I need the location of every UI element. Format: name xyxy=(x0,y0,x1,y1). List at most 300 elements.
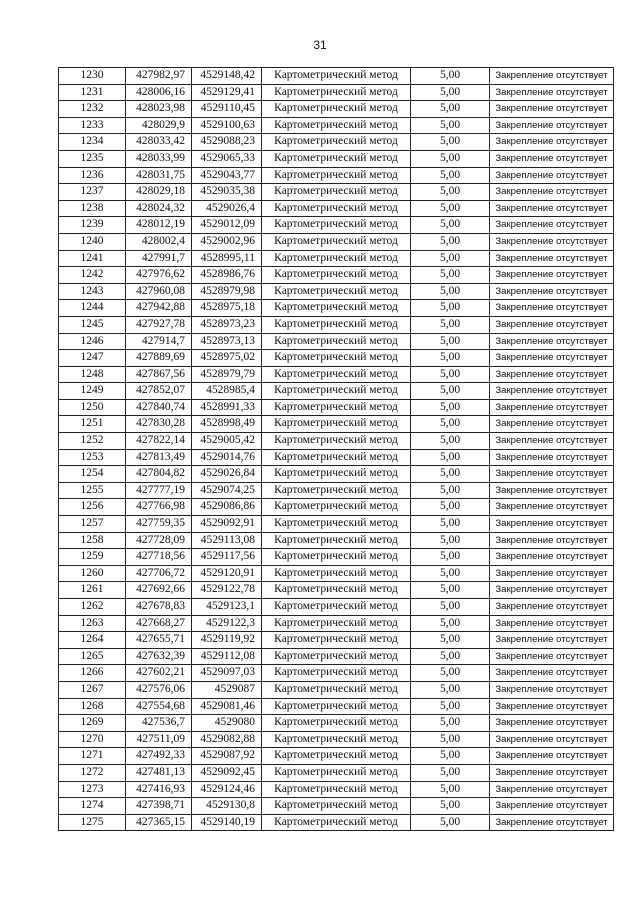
table-row xyxy=(59,549,614,566)
method-cell: Картометрический метод xyxy=(262,499,411,516)
precision-cell: 5,00 xyxy=(411,350,490,367)
point-number-cell: 1255 xyxy=(59,482,126,499)
method-cell: Картометрический метод xyxy=(262,731,411,748)
x-coordinate-cell: 427632,39 xyxy=(126,648,192,665)
point-number-cell: 1261 xyxy=(59,582,126,599)
method-cell: Картометрический метод xyxy=(262,350,411,367)
fixation-note-cell: Закрепление отсутствует xyxy=(490,167,614,184)
precision-cell: 5,00 xyxy=(411,599,490,616)
table-row xyxy=(59,167,614,184)
table-row xyxy=(59,449,614,466)
fixation-note-cell: Закрепление отсутствует xyxy=(490,599,614,616)
precision-cell: 5,00 xyxy=(411,167,490,184)
y-coordinate-cell: 4529092,91 xyxy=(192,516,262,533)
precision-cell: 5,00 xyxy=(411,366,490,383)
method-cell: Картометрический метод xyxy=(262,134,411,151)
fixation-note-cell: Закрепление отсутствует xyxy=(490,200,614,217)
y-coordinate-cell: 4529026,84 xyxy=(192,466,262,483)
x-coordinate-cell: 427982,97 xyxy=(126,68,192,85)
x-coordinate-cell: 427927,78 xyxy=(126,316,192,333)
precision-cell: 5,00 xyxy=(411,416,490,433)
x-coordinate-cell: 427655,71 xyxy=(126,632,192,649)
point-number-cell: 1247 xyxy=(59,350,126,367)
table-row xyxy=(59,316,614,333)
table-row xyxy=(59,433,614,450)
x-coordinate-cell: 427942,88 xyxy=(126,300,192,317)
y-coordinate-cell: 4529087 xyxy=(192,681,262,698)
precision-cell: 5,00 xyxy=(411,117,490,134)
method-cell: Картометрический метод xyxy=(262,516,411,533)
point-number-cell: 1259 xyxy=(59,549,126,566)
point-number-cell: 1254 xyxy=(59,466,126,483)
precision-cell: 5,00 xyxy=(411,433,490,450)
method-cell: Картометрический метод xyxy=(262,532,411,549)
x-coordinate-cell: 428029,18 xyxy=(126,184,192,201)
x-coordinate-cell: 427398,71 xyxy=(126,798,192,815)
fixation-note-cell: Закрепление отсутствует xyxy=(490,814,614,831)
fixation-note-cell: Закрепление отсутствует xyxy=(490,565,614,582)
y-coordinate-cell: 4529124,46 xyxy=(192,781,262,798)
fixation-note-cell: Закрепление отсутствует xyxy=(490,582,614,599)
precision-cell: 5,00 xyxy=(411,798,490,815)
table-row xyxy=(59,499,614,516)
method-cell: Картометрический метод xyxy=(262,217,411,234)
table-row xyxy=(59,300,614,317)
y-coordinate-cell: 4529122,3 xyxy=(192,615,262,632)
x-coordinate-cell: 427492,33 xyxy=(126,748,192,765)
fixation-note-cell: Закрепление отсутствует xyxy=(490,466,614,483)
method-cell: Картометрический метод xyxy=(262,167,411,184)
point-number-cell: 1274 xyxy=(59,798,126,815)
table-row xyxy=(59,200,614,217)
point-number-cell: 1241 xyxy=(59,250,126,267)
y-coordinate-cell: 4529129,41 xyxy=(192,84,262,101)
method-cell: Картометрический метод xyxy=(262,233,411,250)
x-coordinate-cell: 428024,32 xyxy=(126,200,192,217)
page-number: 31 xyxy=(313,38,327,52)
y-coordinate-cell: 4529092,45 xyxy=(192,764,262,781)
x-coordinate-cell: 428031,75 xyxy=(126,167,192,184)
y-coordinate-cell: 4528973,23 xyxy=(192,316,262,333)
y-coordinate-cell: 4529080 xyxy=(192,715,262,732)
table-row xyxy=(59,532,614,549)
fixation-note-cell: Закрепление отсутствует xyxy=(490,482,614,499)
precision-cell: 5,00 xyxy=(411,300,490,317)
y-coordinate-cell: 4528998,49 xyxy=(192,416,262,433)
table-row xyxy=(59,399,614,416)
method-cell: Картометрический метод xyxy=(262,632,411,649)
table-row xyxy=(59,101,614,118)
table-row xyxy=(59,366,614,383)
x-coordinate-cell: 427678,83 xyxy=(126,599,192,616)
point-number-cell: 1230 xyxy=(59,68,126,85)
y-coordinate-cell: 4529014,76 xyxy=(192,449,262,466)
fixation-note-cell: Закрепление отсутствует xyxy=(490,764,614,781)
precision-cell: 5,00 xyxy=(411,466,490,483)
table-row xyxy=(59,764,614,781)
table-row xyxy=(59,582,614,599)
x-coordinate-cell: 428023,98 xyxy=(126,101,192,118)
fixation-note-cell: Закрепление отсутствует xyxy=(490,233,614,250)
fixation-note-cell: Закрепление отсутствует xyxy=(490,217,614,234)
fixation-note-cell: Закрепление отсутствует xyxy=(490,366,614,383)
y-coordinate-cell: 4529119,92 xyxy=(192,632,262,649)
method-cell: Картометрический метод xyxy=(262,715,411,732)
x-coordinate-cell: 428002,4 xyxy=(126,233,192,250)
table-row xyxy=(59,565,614,582)
table-row xyxy=(59,283,614,300)
fixation-note-cell: Закрепление отсутствует xyxy=(490,781,614,798)
y-coordinate-cell: 4529122,78 xyxy=(192,582,262,599)
precision-cell: 5,00 xyxy=(411,482,490,499)
fixation-note-cell: Закрепление отсутствует xyxy=(490,350,614,367)
x-coordinate-cell: 427766,98 xyxy=(126,499,192,516)
precision-cell: 5,00 xyxy=(411,333,490,350)
method-cell: Картометрический метод xyxy=(262,665,411,682)
fixation-note-cell: Закрепление отсутствует xyxy=(490,698,614,715)
table-row xyxy=(59,632,614,649)
y-coordinate-cell: 4529110,45 xyxy=(192,101,262,118)
y-coordinate-cell: 4529123,1 xyxy=(192,599,262,616)
x-coordinate-cell: 427830,28 xyxy=(126,416,192,433)
x-coordinate-cell: 428033,99 xyxy=(126,150,192,167)
point-number-cell: 1266 xyxy=(59,665,126,682)
y-coordinate-cell: 4529117,56 xyxy=(192,549,262,566)
table-row xyxy=(59,781,614,798)
y-coordinate-cell: 4529086,86 xyxy=(192,499,262,516)
point-number-cell: 1248 xyxy=(59,366,126,383)
method-cell: Картометрический метод xyxy=(262,798,411,815)
point-number-cell: 1231 xyxy=(59,84,126,101)
precision-cell: 5,00 xyxy=(411,781,490,798)
x-coordinate-cell: 428029,9 xyxy=(126,117,192,134)
fixation-note-cell: Закрепление отсутствует xyxy=(490,399,614,416)
y-coordinate-cell: 4528991,33 xyxy=(192,399,262,416)
fixation-note-cell: Закрепление отсутствует xyxy=(490,134,614,151)
precision-cell: 5,00 xyxy=(411,748,490,765)
fixation-note-cell: Закрепление отсутствует xyxy=(490,68,614,85)
precision-cell: 5,00 xyxy=(411,217,490,234)
precision-cell: 5,00 xyxy=(411,715,490,732)
point-number-cell: 1234 xyxy=(59,134,126,151)
fixation-note-cell: Закрепление отсутствует xyxy=(490,84,614,101)
fixation-note-cell: Закрепление отсутствует xyxy=(490,648,614,665)
fixation-note-cell: Закрепление отсутствует xyxy=(490,499,614,516)
point-number-cell: 1246 xyxy=(59,333,126,350)
point-number-cell: 1258 xyxy=(59,532,126,549)
y-coordinate-cell: 4529148,42 xyxy=(192,68,262,85)
precision-cell: 5,00 xyxy=(411,283,490,300)
x-coordinate-cell: 427822,14 xyxy=(126,433,192,450)
point-number-cell: 1252 xyxy=(59,433,126,450)
y-coordinate-cell: 4529088,23 xyxy=(192,134,262,151)
table-row xyxy=(59,731,614,748)
fixation-note-cell: Закрепление отсутствует xyxy=(490,748,614,765)
precision-cell: 5,00 xyxy=(411,184,490,201)
y-coordinate-cell: 4528975,02 xyxy=(192,350,262,367)
table-row xyxy=(59,648,614,665)
method-cell: Картометрический метод xyxy=(262,366,411,383)
method-cell: Картометрический метод xyxy=(262,184,411,201)
point-number-cell: 1262 xyxy=(59,599,126,616)
x-coordinate-cell: 427804,82 xyxy=(126,466,192,483)
method-cell: Картометрический метод xyxy=(262,565,411,582)
x-coordinate-cell: 428012,19 xyxy=(126,217,192,234)
point-number-cell: 1264 xyxy=(59,632,126,649)
point-number-cell: 1244 xyxy=(59,300,126,317)
x-coordinate-cell: 427481,13 xyxy=(126,764,192,781)
precision-cell: 5,00 xyxy=(411,383,490,400)
table-row xyxy=(59,748,614,765)
table-row xyxy=(59,117,614,134)
coordinates-table xyxy=(58,67,614,831)
method-cell: Картометрический метод xyxy=(262,582,411,599)
y-coordinate-cell: 4528973,13 xyxy=(192,333,262,350)
point-number-cell: 1239 xyxy=(59,217,126,234)
method-cell: Картометрический метод xyxy=(262,300,411,317)
method-cell: Картометрический метод xyxy=(262,482,411,499)
method-cell: Картометрический метод xyxy=(262,68,411,85)
fixation-note-cell: Закрепление отсутствует xyxy=(490,516,614,533)
table-row xyxy=(59,814,614,831)
x-coordinate-cell: 427536,7 xyxy=(126,715,192,732)
y-coordinate-cell: 4529100,63 xyxy=(192,117,262,134)
fixation-note-cell: Закрепление отсутствует xyxy=(490,549,614,566)
precision-cell: 5,00 xyxy=(411,250,490,267)
x-coordinate-cell: 428033,42 xyxy=(126,134,192,151)
coordinates-table-body xyxy=(59,68,614,831)
precision-cell: 5,00 xyxy=(411,84,490,101)
y-coordinate-cell: 4529002,96 xyxy=(192,233,262,250)
fixation-note-cell: Закрепление отсутствует xyxy=(490,300,614,317)
point-number-cell: 1237 xyxy=(59,184,126,201)
table-row xyxy=(59,68,614,85)
fixation-note-cell: Закрепление отсутствует xyxy=(490,632,614,649)
x-coordinate-cell: 427840,74 xyxy=(126,399,192,416)
method-cell: Картометрический метод xyxy=(262,814,411,831)
table-row xyxy=(59,150,614,167)
method-cell: Картометрический метод xyxy=(262,433,411,450)
table-row xyxy=(59,516,614,533)
y-coordinate-cell: 4529012,09 xyxy=(192,217,262,234)
method-cell: Картометрический метод xyxy=(262,150,411,167)
point-number-cell: 1267 xyxy=(59,681,126,698)
table-row xyxy=(59,134,614,151)
y-coordinate-cell: 4529026,4 xyxy=(192,200,262,217)
precision-cell: 5,00 xyxy=(411,648,490,665)
method-cell: Картометрический метод xyxy=(262,117,411,134)
table-row xyxy=(59,665,614,682)
point-number-cell: 1271 xyxy=(59,748,126,765)
point-number-cell: 1250 xyxy=(59,399,126,416)
x-coordinate-cell: 427602,21 xyxy=(126,665,192,682)
precision-cell: 5,00 xyxy=(411,565,490,582)
precision-cell: 5,00 xyxy=(411,615,490,632)
y-coordinate-cell: 4529035,38 xyxy=(192,184,262,201)
table-row xyxy=(59,267,614,284)
x-coordinate-cell: 427511,09 xyxy=(126,731,192,748)
y-coordinate-cell: 4529140,19 xyxy=(192,814,262,831)
precision-cell: 5,00 xyxy=(411,68,490,85)
table-row xyxy=(59,482,614,499)
precision-cell: 5,00 xyxy=(411,399,490,416)
x-coordinate-cell: 427365,15 xyxy=(126,814,192,831)
method-cell: Картометрический метод xyxy=(262,648,411,665)
y-coordinate-cell: 4529112,08 xyxy=(192,648,262,665)
table-row xyxy=(59,333,614,350)
fixation-note-cell: Закрепление отсутствует xyxy=(490,250,614,267)
table-row xyxy=(59,798,614,815)
method-cell: Картометрический метод xyxy=(262,333,411,350)
precision-cell: 5,00 xyxy=(411,233,490,250)
method-cell: Картометрический метод xyxy=(262,599,411,616)
table-row xyxy=(59,698,614,715)
method-cell: Картометрический метод xyxy=(262,267,411,284)
y-coordinate-cell: 4529130,8 xyxy=(192,798,262,815)
precision-cell: 5,00 xyxy=(411,582,490,599)
table-row xyxy=(59,615,614,632)
precision-cell: 5,00 xyxy=(411,449,490,466)
point-number-cell: 1251 xyxy=(59,416,126,433)
point-number-cell: 1272 xyxy=(59,764,126,781)
x-coordinate-cell: 427867,56 xyxy=(126,366,192,383)
precision-cell: 5,00 xyxy=(411,499,490,516)
fixation-note-cell: Закрепление отсутствует xyxy=(490,101,614,118)
fixation-note-cell: Закрепление отсутствует xyxy=(490,416,614,433)
x-coordinate-cell: 427728,09 xyxy=(126,532,192,549)
point-number-cell: 1260 xyxy=(59,565,126,582)
point-number-cell: 1242 xyxy=(59,267,126,284)
x-coordinate-cell: 427976,62 xyxy=(126,267,192,284)
precision-cell: 5,00 xyxy=(411,532,490,549)
point-number-cell: 1257 xyxy=(59,516,126,533)
fixation-note-cell: Закрепление отсутствует xyxy=(490,184,614,201)
point-number-cell: 1236 xyxy=(59,167,126,184)
y-coordinate-cell: 4528995,11 xyxy=(192,250,262,267)
x-coordinate-cell: 427706,72 xyxy=(126,565,192,582)
y-coordinate-cell: 4529005,42 xyxy=(192,433,262,450)
fixation-note-cell: Закрепление отсутствует xyxy=(490,731,614,748)
precision-cell: 5,00 xyxy=(411,681,490,698)
table-row xyxy=(59,184,614,201)
method-cell: Картометрический метод xyxy=(262,316,411,333)
y-coordinate-cell: 4529043,77 xyxy=(192,167,262,184)
fixation-note-cell: Закрепление отсутствует xyxy=(490,117,614,134)
table-row xyxy=(59,250,614,267)
y-coordinate-cell: 4529120,91 xyxy=(192,565,262,582)
fixation-note-cell: Закрепление отсутствует xyxy=(490,798,614,815)
fixation-note-cell: Закрепление отсутствует xyxy=(490,665,614,682)
point-number-cell: 1233 xyxy=(59,117,126,134)
precision-cell: 5,00 xyxy=(411,516,490,533)
table-row xyxy=(59,84,614,101)
fixation-note-cell: Закрепление отсутствует xyxy=(490,316,614,333)
precision-cell: 5,00 xyxy=(411,814,490,831)
point-number-cell: 1232 xyxy=(59,101,126,118)
method-cell: Картометрический метод xyxy=(262,399,411,416)
x-coordinate-cell: 427759,35 xyxy=(126,516,192,533)
method-cell: Картометрический метод xyxy=(262,416,411,433)
precision-cell: 5,00 xyxy=(411,731,490,748)
x-coordinate-cell: 427668,27 xyxy=(126,615,192,632)
point-number-cell: 1275 xyxy=(59,814,126,831)
method-cell: Картометрический метод xyxy=(262,698,411,715)
precision-cell: 5,00 xyxy=(411,665,490,682)
fixation-note-cell: Закрепление отсутствует xyxy=(490,449,614,466)
y-coordinate-cell: 4529082,88 xyxy=(192,731,262,748)
method-cell: Картометрический метод xyxy=(262,449,411,466)
point-number-cell: 1249 xyxy=(59,383,126,400)
method-cell: Картометрический метод xyxy=(262,748,411,765)
point-number-cell: 1263 xyxy=(59,615,126,632)
y-coordinate-cell: 4529087,92 xyxy=(192,748,262,765)
precision-cell: 5,00 xyxy=(411,134,490,151)
method-cell: Картометрический метод xyxy=(262,283,411,300)
y-coordinate-cell: 4529074,25 xyxy=(192,482,262,499)
table-row xyxy=(59,715,614,732)
point-number-cell: 1238 xyxy=(59,200,126,217)
x-coordinate-cell: 427718,56 xyxy=(126,549,192,566)
fixation-note-cell: Закрепление отсутствует xyxy=(490,267,614,284)
x-coordinate-cell: 427576,06 xyxy=(126,681,192,698)
x-coordinate-cell: 427813,49 xyxy=(126,449,192,466)
fixation-note-cell: Закрепление отсутствует xyxy=(490,433,614,450)
fixation-note-cell: Закрепление отсутствует xyxy=(490,283,614,300)
method-cell: Картометрический метод xyxy=(262,466,411,483)
method-cell: Картометрический метод xyxy=(262,200,411,217)
precision-cell: 5,00 xyxy=(411,549,490,566)
y-coordinate-cell: 4529113,08 xyxy=(192,532,262,549)
table-row xyxy=(59,350,614,367)
precision-cell: 5,00 xyxy=(411,267,490,284)
precision-cell: 5,00 xyxy=(411,200,490,217)
fixation-note-cell: Закрепление отсутствует xyxy=(490,150,614,167)
x-coordinate-cell: 428006,16 xyxy=(126,84,192,101)
x-coordinate-cell: 427960,08 xyxy=(126,283,192,300)
y-coordinate-cell: 4529097,03 xyxy=(192,665,262,682)
point-number-cell: 1243 xyxy=(59,283,126,300)
point-number-cell: 1256 xyxy=(59,499,126,516)
fixation-note-cell: Закрепление отсутствует xyxy=(490,333,614,350)
x-coordinate-cell: 427991,7 xyxy=(126,250,192,267)
method-cell: Картометрический метод xyxy=(262,101,411,118)
table-row xyxy=(59,383,614,400)
y-coordinate-cell: 4529065,33 xyxy=(192,150,262,167)
point-number-cell: 1265 xyxy=(59,648,126,665)
y-coordinate-cell: 4528975,18 xyxy=(192,300,262,317)
fixation-note-cell: Закрепление отсутствует xyxy=(490,532,614,549)
precision-cell: 5,00 xyxy=(411,764,490,781)
precision-cell: 5,00 xyxy=(411,316,490,333)
method-cell: Картометрический метод xyxy=(262,549,411,566)
x-coordinate-cell: 427692,66 xyxy=(126,582,192,599)
fixation-note-cell: Закрепление отсутствует xyxy=(490,715,614,732)
table-row xyxy=(59,599,614,616)
point-number-cell: 1235 xyxy=(59,150,126,167)
y-coordinate-cell: 4528986,76 xyxy=(192,267,262,284)
table-row xyxy=(59,466,614,483)
x-coordinate-cell: 427777,19 xyxy=(126,482,192,499)
table-row xyxy=(59,416,614,433)
y-coordinate-cell: 4528985,4 xyxy=(192,383,262,400)
precision-cell: 5,00 xyxy=(411,698,490,715)
fixation-note-cell: Закрепление отсутствует xyxy=(490,615,614,632)
method-cell: Картометрический метод xyxy=(262,681,411,698)
fixation-note-cell: Закрепление отсутствует xyxy=(490,383,614,400)
precision-cell: 5,00 xyxy=(411,150,490,167)
point-number-cell: 1253 xyxy=(59,449,126,466)
y-coordinate-cell: 4528979,98 xyxy=(192,283,262,300)
